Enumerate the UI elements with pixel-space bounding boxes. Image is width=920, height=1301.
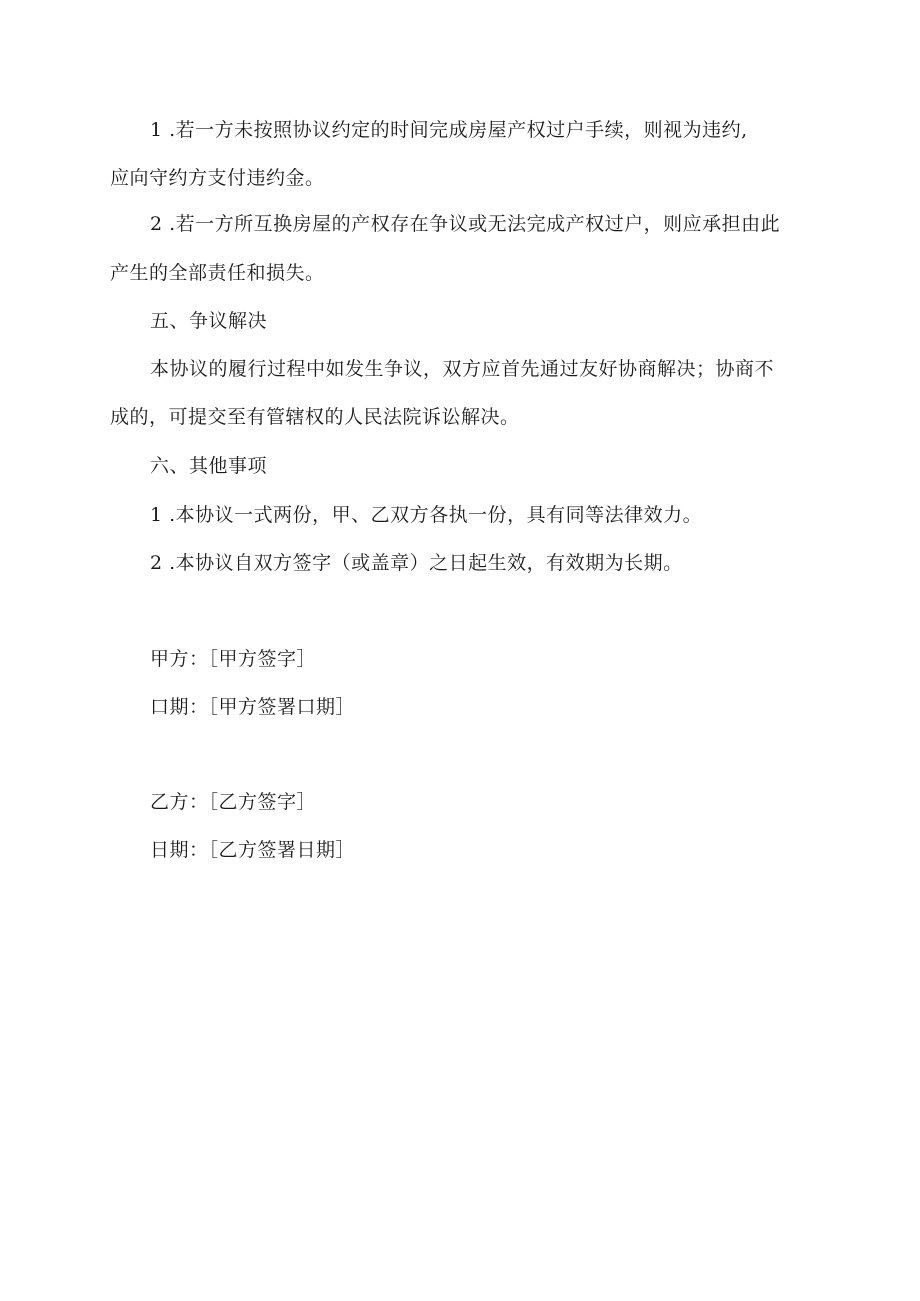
section-5-body-line-1: 本协议的履行过程中如发生争议，双方应首先通过友好协商解决；协商不	[150, 358, 775, 380]
clause-1-line-2: 应向守约方支付违约金。	[110, 167, 325, 189]
clause-2-line-1: 2 .若一方所互换房屋的产权存在争议或无法完成产权过户，则应承担由此	[150, 213, 781, 235]
clause-2-line-2: 产生的全部责任和损失。	[110, 262, 325, 284]
section-5-heading: 五、争议解决	[150, 310, 268, 332]
party-b-date: 日期：［乙方签署日期］	[150, 839, 356, 861]
section-5-body-line-2: 成的，可提交至有管辖权的人民法院诉讼解决。	[110, 406, 520, 428]
section-6-heading: 六、其他事项	[150, 455, 268, 477]
clause-1-line-1: 1 .若一方未按照协议约定的时间完成房屋产权过户手续，则视为违约,	[150, 119, 748, 141]
party-a-signature: 甲方：［甲方签字］	[150, 648, 317, 670]
party-b-signature: 乙方：［乙方签字］	[150, 791, 317, 813]
party-a-date: 口期：［甲方签署口期］	[150, 696, 356, 718]
section-6-item-2: 2 .本协议自双方签字（或盖章）之日起生效，有效期为长期。	[150, 552, 683, 574]
section-6-item-1: 1 .本协议一式两份，甲、乙双方各执一份，具有同等法律效力。	[150, 504, 703, 526]
